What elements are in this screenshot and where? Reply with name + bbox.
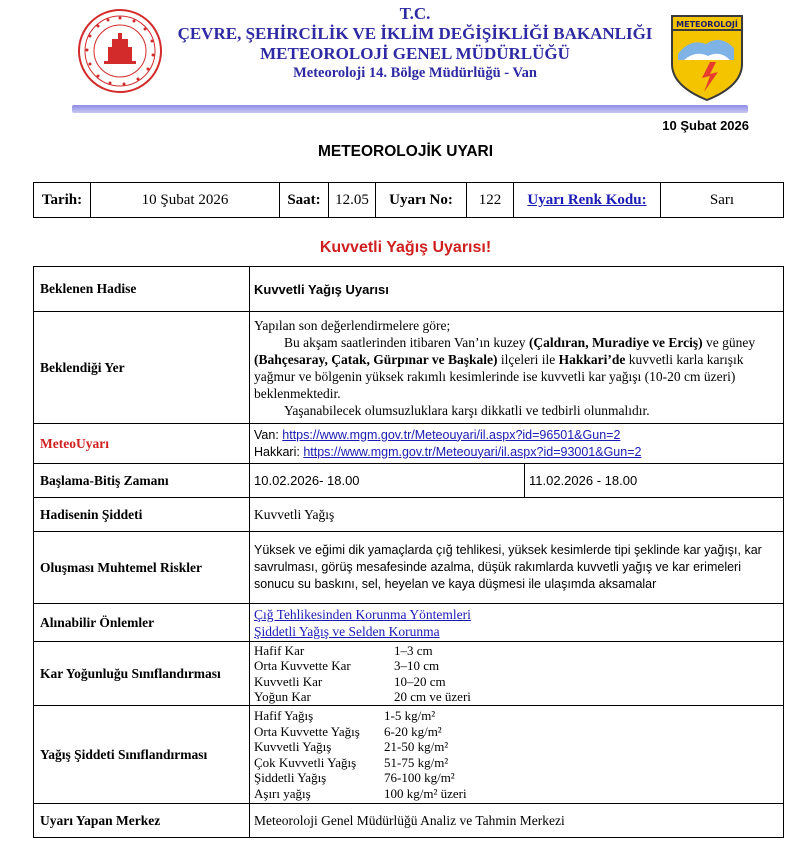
event-value: Kuvvetli Yağış Uyarısı [250, 267, 784, 312]
header-line-region: Meteoroloji 14. Bölge Müdürlüğü - Van [293, 65, 537, 81]
avalanche-safety-link[interactable]: Çığ Tehlikesinden Korunma Yöntemleri [254, 606, 471, 622]
hakkari-meteouyari-link[interactable]: https://www.mgm.gov.tr/Meteouyari/il.aspx?id=93001&Gun=2 [303, 444, 642, 459]
hakkari-link-row: Hakkari: https://www.mgm.gov.tr/Meteouyari/il.aspx?id=93001&Gun=2 [254, 444, 642, 459]
snow-class-name: Kuvvetli Kar [254, 673, 323, 689]
time-value: 12.05 [329, 183, 376, 218]
header-line-directorate: METEOROLOJİ GENEL MÜDÜRLÜĞÜ [260, 44, 570, 63]
date-value: 10 Şubat 2026 [91, 183, 280, 218]
color-code-link[interactable]: Uyarı Renk Kodu: [527, 191, 647, 208]
time-range-label: Başlama-Bitiş Zamanı [34, 464, 250, 498]
flood-safety-link[interactable]: Şiddetli Yağış ve Selden Korunma [254, 623, 440, 639]
alert-no-value: 122 [467, 183, 514, 218]
place-description [250, 312, 784, 424]
risks-value: Yüksek ve eğimi dik yamaçlarda çığ tehlikesi, yüksek kesimlerde tipi şeklinde kar yağışı, kar savrulması, görüş mesafesinde azalma, düşük rakımlarda kuvvetli yağış ve kar erimeleri sonucu su baskını, sel, heyelan ve kaya düşmesi ile ulaşımda aksamalar [250, 532, 784, 604]
alert-no-label: Uyarı No: [376, 183, 467, 218]
snow-classification-label: Kar Yoğunluğu Sınıflandırması [34, 642, 250, 706]
snow-class-range: 20 cm ve üzeri [394, 689, 471, 704]
rain-class-name: Şiddetli Yağış [254, 770, 327, 785]
document-title: METEOROLOJİK UYARI [317, 143, 494, 160]
snow-classification-list [254, 643, 779, 705]
rain-class-range: 21-50 kg/m² [384, 739, 449, 754]
end-time: 11.02.2026 - 18.00 [525, 464, 784, 498]
rain-classification-label: Yağış Şiddeti Sınıflandırması [34, 706, 250, 804]
rain-class-range: 76-100 kg/m² [384, 770, 455, 785]
van-meteouyari-link[interactable]: https://www.mgm.gov.tr/Meteouyari/il.aspx?id=96501&Gun=2 [282, 427, 621, 442]
issuing-center-label: Uyarı Yapan Merkez [34, 804, 250, 838]
rain-class-name: Orta Kuvvette Yağış [254, 723, 360, 739]
snow-class-range: 3–10 cm [394, 658, 440, 673]
snow-class-range: 10–20 cm [394, 673, 446, 689]
time-label: Saat: [280, 183, 329, 218]
snow-class-name: Hafif Kar [254, 642, 305, 658]
issuing-center-value: Meteoroloji Genel Müdürlüğü Analiz ve Tahmin Merkezi [250, 804, 784, 838]
rain-class-name: Çok Kuvvetli Yağış [254, 754, 357, 770]
place-body: Bu akşam saatlerinden itibaren Van’ın kuzey (Çaldıran, Muradiye ve Erciş) ve güney (Bahçesaray, Çatak, Gürpınar ve Başkale) ilçeleri ile Hakkari’de kuvvetli karla karışık yağmur ve bölgenin yüksek rakımlı kesimlerinde ise kuvvetli kar yağışı (10-20 cm üzeri) beklenmektedir. [254, 334, 756, 401]
rain-class-name: Hafif Yağış [254, 708, 314, 723]
place-advice: Yaşanabilecek olumsuzluklara karşı dikkatli ve tedbirli olunmalıdır. [284, 402, 650, 418]
meteouyari-label: MeteoUyarı [34, 424, 250, 464]
rain-class-range: 6-20 kg/m² [384, 723, 442, 739]
risks-label: Oluşması Muhtemel Riskler [34, 532, 250, 604]
severity-value: Kuvvetli Yağış [250, 498, 784, 532]
snow-class-range: 1–3 cm [394, 642, 433, 658]
header-line-tc: T.C. [399, 4, 431, 23]
rain-class-name: Kuvvetli Yağış [254, 739, 332, 754]
info-table [33, 182, 784, 218]
warning-details-table [33, 266, 784, 838]
rain-class-range: 51-75 kg/m² [384, 754, 449, 770]
rain-class-name: Aşırı yağış [254, 785, 311, 801]
rain-classification-list [254, 708, 779, 801]
header-line-ministry: ÇEVRE, ŞEHİRCİLİK VE İKLİM DEĞİŞİKLİĞİ BAKANLIĞI [177, 24, 653, 43]
measures-label: Alınabilir Önlemler [34, 604, 250, 642]
place-intro: Yapılan son değerlendirmelere göre; [254, 317, 451, 333]
top-date: 10 Şubat 2026 [662, 118, 749, 133]
van-link-row: Van: https://www.mgm.gov.tr/Meteouyari/il.aspx?id=96501&Gun=2 [254, 427, 621, 442]
meteoroloji-logo [670, 14, 744, 102]
severity-label: Hadisenin Şiddeti [34, 498, 250, 532]
alert-title: Kuvvetli Yağış Uyarısı! [319, 239, 492, 256]
snow-class-name: Yoğun Kar [254, 689, 311, 704]
snow-class-name: Orta Kuvvette Kar [254, 658, 351, 673]
start-time: 10.02.2026- 18.00 [250, 464, 525, 498]
logo-text: METEOROLOJİ [676, 20, 738, 29]
place-label: Beklendiği Yer [34, 312, 250, 424]
header-divider [72, 105, 748, 113]
event-label: Beklenen Hadise [34, 267, 250, 312]
color-code-value: Sarı [661, 183, 784, 218]
date-label: Tarih: [34, 183, 91, 218]
rain-class-range: 100 kg/m² üzeri [384, 785, 467, 801]
rain-class-range: 1-5 kg/m² [384, 708, 436, 723]
